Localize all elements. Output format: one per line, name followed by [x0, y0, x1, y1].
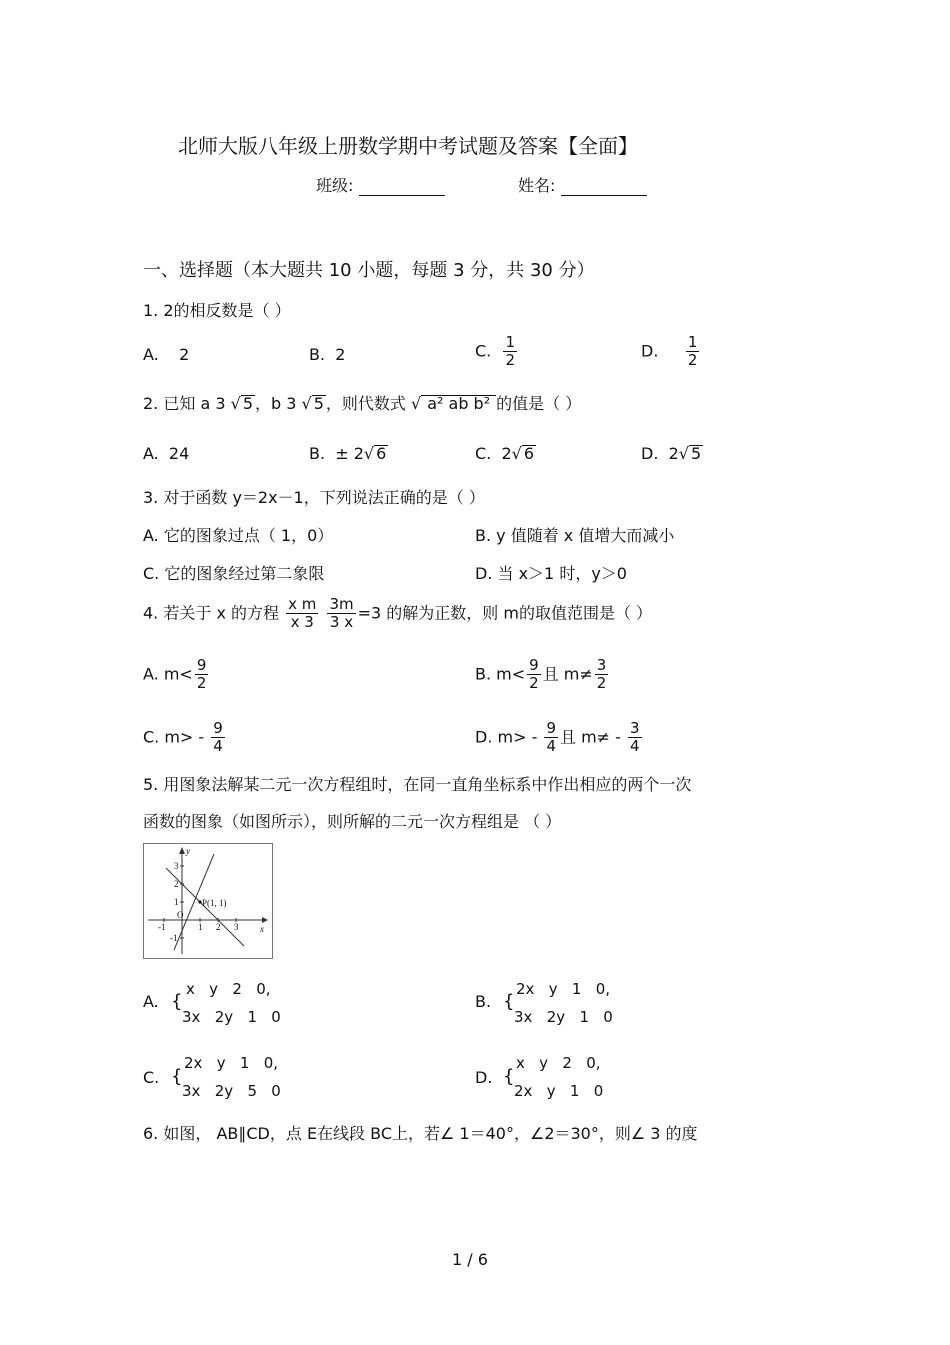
q4-option-b: B. m< $\frac{9}{2}$ 且 m≠ $\frac{3}{2}$ [475, 656, 607, 692]
q5-option-b-eq1: 2x y 1 0, [516, 980, 611, 998]
svg-text:x: x [260, 924, 264, 934]
q1-option-d: D. $\frac{1}{2}$ [641, 333, 698, 369]
y-axis-arrow [179, 847, 185, 854]
page-number: 1 / 6 [452, 1250, 488, 1269]
q3-option-c: C. 它的图象经过第二象限 [143, 564, 325, 583]
q5-line2: 函数的图象（如图所示），则所解的二元一次方程组是 （ ） [143, 812, 562, 831]
name-blank[interactable] [561, 177, 647, 196]
q4-option-d: D. m> - $\frac{9}{4}$ 且 m≠ - $\frac{3}{4}$ [475, 719, 640, 755]
q5-option-a-eq1: x y 2 0, [186, 980, 271, 998]
q5-option-b-brace: { [503, 991, 515, 1012]
q5-option-b-eq2: 3x 2y 1 0 [514, 1008, 613, 1026]
q5-graph [144, 844, 272, 958]
q3-option-a: A. 它的图象过点（ 1，0） [143, 526, 334, 545]
q5-option-c-eq1: 2x y 1 0, [184, 1054, 279, 1072]
q1-option-a: A. 2 [143, 345, 190, 364]
q5-option-c-brace: { [171, 1066, 183, 1087]
svg-text:-1: -1 [170, 933, 178, 943]
q5-option-d-label: D. [475, 1068, 493, 1087]
point-label: P(1, 1) [202, 898, 227, 908]
q4-stem: 4. 若关于 x 的方程 $\frac{\text{x m}}{x 3}$ $\frac{3m}{3 x}$ =3 的解为正数，则 m的取值范围是（ ） [143, 595, 653, 631]
class-label: 班级: [316, 176, 354, 195]
svg-text:3: 3 [234, 922, 239, 932]
q2-stem: 2. 已知 a 3 √ 5 ，b 3 √ 5 ，则代数式 √ a² ab b² 的值是（ ） [143, 394, 581, 414]
q6-stem: 6. 如图， AB∥CD，点 E在线段 BC上，若∠ 1＝40°，∠2＝30°，则∠ 3 的度 [143, 1124, 698, 1143]
q4-option-a: A. m< $\frac{9}{2}$ [143, 656, 207, 692]
svg-text:2: 2 [216, 922, 221, 932]
q5-option-c-label: C. [143, 1068, 160, 1087]
q2-option-b: B. ± 2√ 6 [309, 444, 388, 464]
svg-text:3: 3 [174, 861, 179, 871]
svg-text:-1: -1 [158, 922, 166, 932]
svg-text:2: 2 [174, 879, 179, 889]
section-heading: 一、选择题（本大题共 10 小题，每题 3 分，共 30 分） [143, 260, 595, 281]
class-field [316, 176, 445, 196]
q3-option-d: D. 当 x＞1 时，y＞0 [475, 564, 627, 583]
name-field [518, 176, 647, 196]
q5-option-a-brace: { [171, 991, 183, 1012]
svg-text:1: 1 [198, 922, 203, 932]
q5-line1: 5. 用图象法解某二元一次方程组时，在同一直角坐标系中作出相应的两个一次 [143, 775, 692, 794]
q4-option-c: C. m> - $\frac{9}{4}$ [143, 719, 223, 755]
svg-text:y: y [186, 846, 190, 856]
svg-text:O: O [177, 910, 184, 920]
name-label: 姓名: [518, 176, 556, 195]
q1-option-c: C. $\frac{1}{2}$ [475, 333, 515, 369]
q5-option-a-label: A. [143, 992, 159, 1011]
q3-option-b: B. y 值随着 x 值增大而减小 [475, 526, 675, 545]
q1-option-b: B. 2 [309, 345, 346, 364]
svg-text:1: 1 [174, 897, 179, 907]
q5-option-d-eq2: 2x y 1 0 [514, 1082, 604, 1100]
q5-option-a-eq2: 3x 2y 1 0 [182, 1008, 281, 1026]
page-title: 北师大版八年级上册数学期中考试题及答案【全面】 [178, 134, 638, 158]
q5-option-d-eq1: x y 2 0, [516, 1054, 601, 1072]
q5-option-d-brace: { [503, 1066, 515, 1087]
q1-stem: 1. 2的相反数是（ ） [143, 301, 291, 320]
q5-option-b-label: B. [475, 992, 492, 1011]
class-blank[interactable] [359, 177, 445, 196]
x-axis-arrow [262, 917, 268, 923]
q3-stem: 3. 对于函数 y＝2x－1，下列说法正确的是（ ） [143, 488, 485, 507]
q2-option-d: D. 2√ 5 [641, 444, 703, 464]
q5-option-c-eq2: 3x 2y 5 0 [182, 1082, 281, 1100]
q5-graph-figure [143, 843, 273, 959]
q2-option-a: A. 24 [143, 444, 190, 463]
q2-option-c: C. 2√ 6 [475, 444, 536, 464]
